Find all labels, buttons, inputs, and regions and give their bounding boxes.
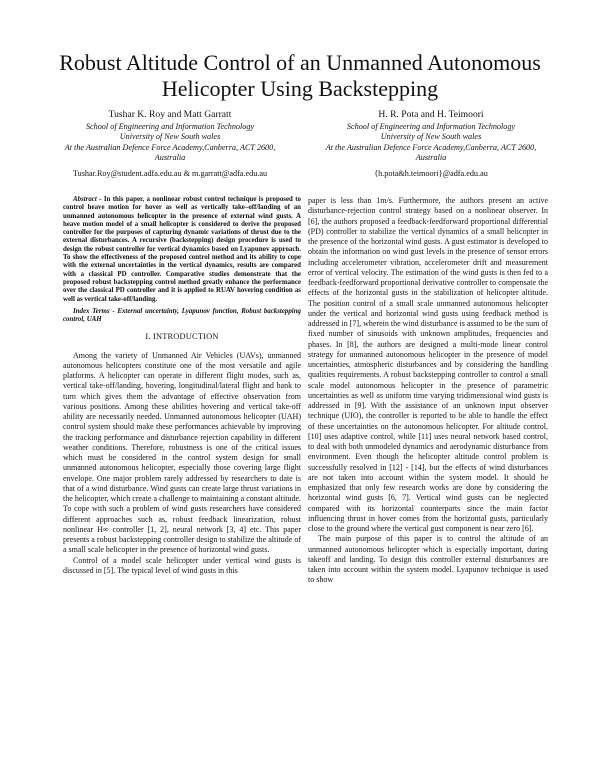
body-paragraph: Among the variety of Unmanned Air Vehicles (UAVs), unmanned autonomous helicopters constitute one of the most versatile and agile platforms. A helicopter can operate in different flight modes, such as, vertical take-off/landing, hovering, longitudinal/lateral flight and bank to turn which gives them the advantage of effective observation from various positions. Among these abilities hovering and vertical take-off ability are necessarily needed. Unmanned autonomous helicopter (UAH) control system should make these performances achievable by improving the tracking performance and disturbance rejection capability in different weather conditions. Therefore, robustness is one of the critical issues which must be considered in the control system design for small unmanned autonomous helicopter, especially those covering large flight envelope. One major problem rarely addressed by researchers to date is that of a wind disturbance. Wind gusts can create large thrust variations in the helicopter, which create a challenge to maintaining a constant altitude. To cope with such a problem of wind gusts researchers have considered different approaches such as, robust feedback linearization, robust nonlinear H∞ controller [1, 2], neural network [3, 4] etc. This paper presents a robust backstepping controller design to stabilize the altitude of a small scale helicopter in the presence of horizontal wind gusts. <box>63 350 301 555</box>
body-paragraph: The main purpose of this paper is to control the altitude of an unmanned autonomous helicopter which is especially important, during takeoff and landing. To design this controller external disturbances are taken into account within the system model. Lyapunov technique is used to show <box>308 534 548 585</box>
right-column <box>308 196 548 586</box>
author-university: University of New South wales <box>380 132 482 142</box>
abstract-label: Abstract <box>73 196 97 203</box>
paper-title: Robust Altitude Control of an Unmanned Autonomous Helicopter Using Backstepping <box>59 50 541 101</box>
author-email: Tushar.Roy@student.adfa.edu.au & m.garratt@adfa.edu.au <box>72 168 268 178</box>
author-names: Tushar K. Roy and Matt Garratt <box>108 109 232 120</box>
abstract <box>63 196 301 304</box>
section-heading <box>63 332 301 342</box>
left-column <box>63 196 301 576</box>
author-academy: At the Australian Defence Force Academy,Canberra, ACT 2600, Australia <box>64 142 276 163</box>
author-names: H. R. Pota and H. Teimoori <box>378 109 484 120</box>
section-title-rest: NTRODUCTION <box>155 332 219 342</box>
body-paragraph: Control of a model scale helicopter under vertical wind gusts is discussed in [5]. The typical level of wind gusts in this <box>63 555 301 575</box>
author-email: {h.pota&h.teimoori}@adfa.edu.au <box>374 168 488 178</box>
author-school: School of Engineering and Information Technology <box>346 122 516 131</box>
index-terms-text: External uncertainty, Lyapunov function, Robust backstepping control, UAH <box>63 307 301 324</box>
author-block-right <box>296 108 566 179</box>
index-terms-label: Index Terms - <box>73 307 115 315</box>
section-first-letter: I <box>152 332 156 342</box>
author-school: School of Engineering and Information Technology <box>85 122 255 131</box>
index-terms <box>63 308 301 325</box>
section-numeral: I. <box>145 332 151 342</box>
author-block-left <box>35 108 305 179</box>
author-academy: At the Australian Defence Force Academy,Canberra, ACT 2600, Australia <box>325 142 537 163</box>
body-paragraph: paper is less than 1m/s. Furthermore, the authors present an active disturbance-rejection control strategy based on a nonlinear observer. In [6], the authors proposed a feedback-feedforward proportional differential (PD) controller to stabilize the vertical dynamics of a small helicopter in the presence of the horizontal wind gusts. A gust estimator is developed to obtain the information on wind gust levels in the presence of sensor errors including accelerometer vibration, accelerometer drift and measurement error of vertical velocity. The estimation of the wind gusts is then fed to a feedback-feedforward proportional derivative controller to compensate the effects of the horizontal gusts in the stabilization of helicopter altitude. The position control of a small scale unmanned autonomous helicopter under the vertical and horizontal wind gusts using feedback method is addressed in [7], wherein the wind disturbance is assumed to be the sum of fixed number of sinusoids with unknown amplitudes, frequencies and phases. In [8], the authors are designed a multi-mode linear control strategy for unmanned autonomous helicopter in the presence of model uncertainties, atmospheric disturbances and by considering the handling qualities requirements. A robust backstepping controller to control a small scale model autonomous helicopter in the presence of parametric uncertainties as well as uniform time varying tridimensional wind gusts is addressed in [9]. With the assistance of an unknown input observer technique (UIO), the controller is reported to be able to handle the effect of these uncertainties on the autonomous helicopter. For altitude control, [10] uses adaptive control, while [11] uses neural network based control, to deal with both unmodeled dynamics and aerodynamic disturbance from environment. Even though the helicopter altitude control problem is successfully resolved in [12] - [14], but the effects of wind disturbances are not taken into account within the system model. It should be emphasized that only few research works are done by considering the horizontal wind gusts [6, 7]. Vertical wind gusts can be neglected compared with its horizontal counterparts since the main factor influencing thrust in hover comes from the horizontal gusts, particularly close to the ground where the vertical gust component is near zero [6]. <box>308 196 548 533</box>
abstract-text: - In this paper, a nonlinear robust control technique is proposed to control heave motion for hover as well as vertically take–off/landing of an unmanned autonomous helicopter in the presence of external wind gusts. A heave motion model of a small helicopter is considered to derive the proposed controller for the purposes of capturing dynamic variations of thrust due to the external disturbances. A recursive (backstepping) design procedure is used to design the robust controller for vertical dynamics based on Lyapunov approach. To show the effectiveness of the proposed control method and its ability to cope with the external uncertainties in the vertical dynamics, results are compared with a classical PD controller. Comparative studies demonstrate that the proposed robust backstepping control method greatly enhance the performance over the classical PD controller and it is applied to RUAV hovering condition as well as vertical take-off/landing. <box>63 196 301 303</box>
author-university: University of New South wales <box>119 132 221 142</box>
